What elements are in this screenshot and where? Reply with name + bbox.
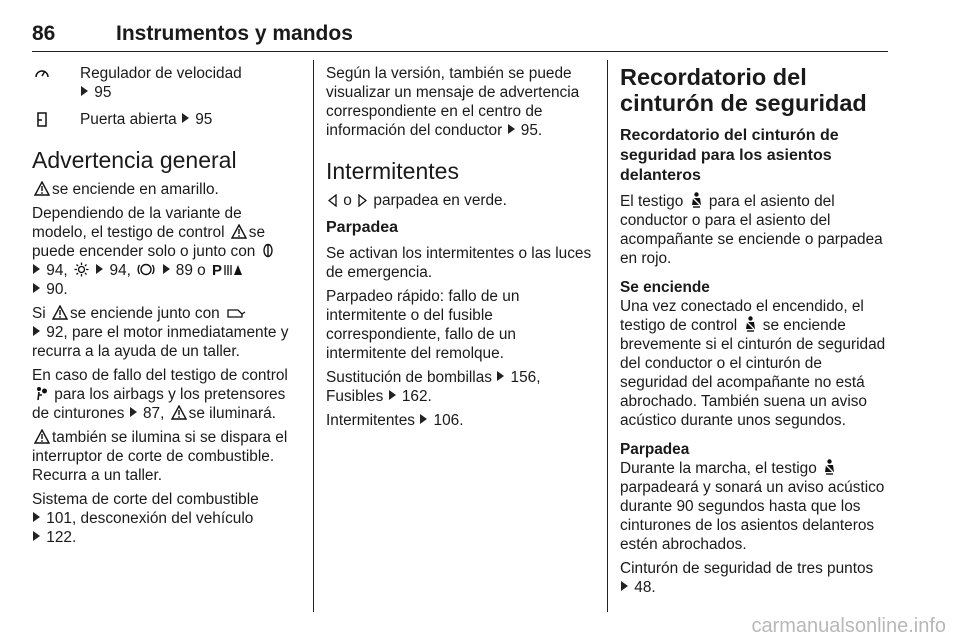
paragraph: En caso de fallo del testigo de control para los airbags y los pretensores de cinturones 87, se iluminará. <box>32 367 288 422</box>
list-item <box>32 110 300 129</box>
warning-triangle-icon <box>34 181 50 196</box>
speed-control-icon <box>34 65 50 82</box>
ref-arrow-icon <box>81 86 88 96</box>
airbag-icon <box>34 386 48 401</box>
oil-pressure-icon <box>74 262 89 277</box>
list-item <box>32 64 300 102</box>
page-ref: 95 <box>94 84 112 101</box>
paragraph: Sustitución de bombillas 156, Fusibles 162. <box>326 369 541 405</box>
page-title: Instrumentos y mandos <box>116 22 353 45</box>
ref-arrow-icon <box>182 113 189 123</box>
speed-control-label: Regulador de velocidad <box>80 65 242 82</box>
turn-right-arrow-icon <box>358 194 367 207</box>
paragraph: Cinturón de seguridad de tres puntos 48. <box>620 560 874 596</box>
glow-plug-icon <box>262 243 274 258</box>
paragraph: se enciende en amarillo. <box>32 180 300 199</box>
page-number: 86 <box>32 22 56 45</box>
page-header <box>32 22 888 52</box>
watermark: carmanualsonline.info <box>751 615 946 637</box>
oil-can-icon <box>226 305 246 320</box>
ref-arrow-icon <box>163 264 170 274</box>
section-title: Advertencia general <box>32 147 237 173</box>
door-open-icon <box>34 111 50 128</box>
column-1 <box>32 64 300 552</box>
section-title: Intermitentes <box>326 158 459 184</box>
ref-arrow-icon <box>389 390 396 400</box>
subsection-title: Recordatorio del cinturón de seguridad para los asientos delanteros <box>620 127 839 184</box>
seatbelt-icon <box>744 316 757 332</box>
ref-arrow-icon <box>497 371 504 381</box>
paragraph: o parpadea en verde. <box>326 191 596 210</box>
svg-text:P: P <box>212 262 223 277</box>
label-heading: Parpadea <box>620 441 690 458</box>
warning-triangle-icon <box>34 429 50 444</box>
paragraph: Parpadeo rápido: fallo de un intermitente o del fusible correspondiente, fallo de un intermitente del remolque. <box>326 288 520 362</box>
paragraph: también se ilumina si se dispara el interruptor de corte de combustible. Recurra a un taller. <box>32 429 288 484</box>
paragraph: Según la versión, también se puede visualizar un mensaje de advertencia correspondiente en el centro de información del conductor 95. <box>326 65 580 139</box>
page-ref: 95 <box>195 111 213 128</box>
seatbelt-icon <box>823 459 836 475</box>
paragraph: Dependiendo de la variante de modelo, el testigo de control se puede encender solo o junto con 94, 94, 89 o P 90. <box>32 204 300 299</box>
ref-arrow-icon <box>96 264 103 274</box>
paragraph: Se activan los intermitentes o las luces de emergencia. <box>326 245 592 281</box>
column-divider-2 <box>607 60 608 612</box>
brake-system-icon <box>137 262 155 277</box>
ref-arrow-icon <box>621 581 628 591</box>
ref-arrow-icon <box>33 512 40 522</box>
column-divider-1 <box>313 60 314 612</box>
paragraph: El testigo para el asiento del conductor o para el asiento del acompañante se enciende o parpadea en rojo. <box>620 193 883 267</box>
paragraph: Sistema de corte del combustible 101, desconexión del vehículo 122. <box>32 491 259 546</box>
column-2 <box>326 64 596 435</box>
ref-arrow-icon <box>130 407 137 417</box>
ref-arrow-icon <box>33 326 40 336</box>
turn-left-arrow-icon <box>328 194 337 207</box>
paragraph: Una vez conectado el encendido, el testigo de control se enciende brevemente si el cinturón de seguridad del conductor o el cinturón de seguridad del acompañante no está abrochado. También suena un aviso acústico durante unos segundos. <box>620 298 886 429</box>
paragraph: Durante la marcha, el testigo parpadeará y sonará un aviso acústico durante 90 segundos hasta que los cinturones de los asientos delanteros estén abrochados. <box>620 460 885 553</box>
label-heading: Se enciende <box>620 279 710 296</box>
warning-triangle-icon <box>171 405 187 420</box>
paragraph: Intermitentes 106. <box>326 412 464 429</box>
section-title: Recordatorio del cinturón de seguridad <box>620 64 867 116</box>
column-3 <box>620 64 888 602</box>
warning-triangle-icon <box>231 224 247 239</box>
subsection-title: Parpadea <box>326 219 399 236</box>
door-open-label: Puerta abierta <box>80 111 177 128</box>
ref-arrow-icon <box>508 124 515 134</box>
ref-arrow-icon <box>33 531 40 541</box>
paragraph: Si se enciende junto con 92, pare el motor inmediatamente y recurra a la ayuda de un taller. <box>32 305 289 360</box>
parking-tire-icon <box>212 262 242 277</box>
ref-arrow-icon <box>33 264 40 274</box>
seatbelt-icon <box>690 192 703 208</box>
warning-triangle-icon <box>52 305 68 320</box>
header-rule <box>32 51 888 52</box>
ref-arrow-icon <box>33 283 40 293</box>
ref-arrow-icon <box>420 414 427 424</box>
